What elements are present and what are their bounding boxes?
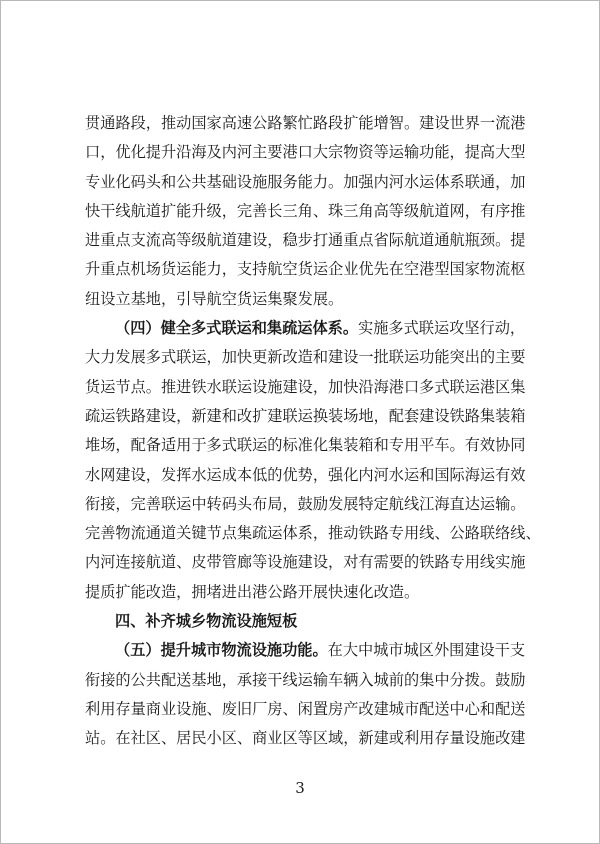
text-line: 纽设立基地，引导航空货运集聚发展。 bbox=[85, 289, 344, 308]
section-4-lead-text: 实施多式联运攻坚行动， bbox=[358, 319, 526, 338]
text-line: 提质扩能改造，拥堵进出港公路开展快速化改造。 bbox=[85, 582, 420, 601]
text-line: 站。在社区、居民小区、商业区等区域，新建或利用存量设施改建 bbox=[85, 729, 526, 748]
text-line: 升重点机场货运能力，支持航空货运企业优先在空港型国家物流枢 bbox=[85, 260, 526, 279]
section-5-lead-text: 在大中城市城区外围建设干支 bbox=[327, 641, 526, 660]
text-line: 疏运铁路建设，新建和改扩建联运换装场地，配套建设铁路集装箱 bbox=[85, 406, 526, 425]
section-5-first-line bbox=[85, 636, 526, 665]
part-4-heading: 四、补齐城乡物流设施短板 bbox=[115, 612, 298, 631]
text-line: 利用存量商业设施、废旧厂房、闲置房产改建城市配送中心和配送 bbox=[85, 699, 526, 718]
text-line: 大力发展多式联运，加快更新改造和建设一批联运功能突出的主要 bbox=[85, 348, 526, 367]
section-5-heading: （五）提升城市物流设施功能。 bbox=[115, 641, 328, 660]
text-line: 贯通路段，推动国家高速公路繁忙路段扩能增智。建设世界一流港 bbox=[85, 114, 526, 132]
text-line: 衔接的公共配送基地，承接干线运输车辆入城前的集中分拨。鼓励 bbox=[85, 670, 526, 689]
text-line: 口，优化提升沿海及内河主要港口大宗物资等运输功能，提高大型 bbox=[85, 143, 526, 162]
text-line: 专业化码头和公共基础设施服务能力。加强内河水运体系联通，加 bbox=[85, 172, 526, 191]
text-line: 完善物流通道关键节点集疏运体系，推动铁路专用线、公路联络线、 bbox=[85, 524, 541, 543]
text-line: 内河连接航道、皮带管廊等设施建设，对有需要的铁路专用线实施 bbox=[85, 553, 526, 572]
document-body bbox=[85, 109, 541, 754]
text-line: 堆场，配备适用于多式联运的标准化集装箱和专用平车。有效协同 bbox=[85, 436, 526, 455]
section-4-heading: （四）健全多式联运和集疏运体系。 bbox=[115, 319, 358, 338]
text-line: 货运节点。推进铁水联运设施建设，加快沿海港口多式联运港区集 bbox=[85, 377, 526, 396]
text-line: 快干线航道扩能升级，完善长三角、珠三角高等级航道网，有序推 bbox=[85, 201, 526, 220]
page-number: 3 bbox=[295, 779, 305, 797]
section-4-first-line bbox=[85, 314, 526, 343]
text-line: 水网建设，发挥水运成本低的优势，强化内河水运和国际海运有效 bbox=[85, 465, 526, 484]
text-line: 进重点支流高等级航道建设，稳步打通重点省际航道通航瓶颈。提 bbox=[85, 231, 526, 250]
text-line: 衔接，完善联运中转码头布局，鼓励发展特定航线江海直达运输。 bbox=[85, 494, 526, 513]
